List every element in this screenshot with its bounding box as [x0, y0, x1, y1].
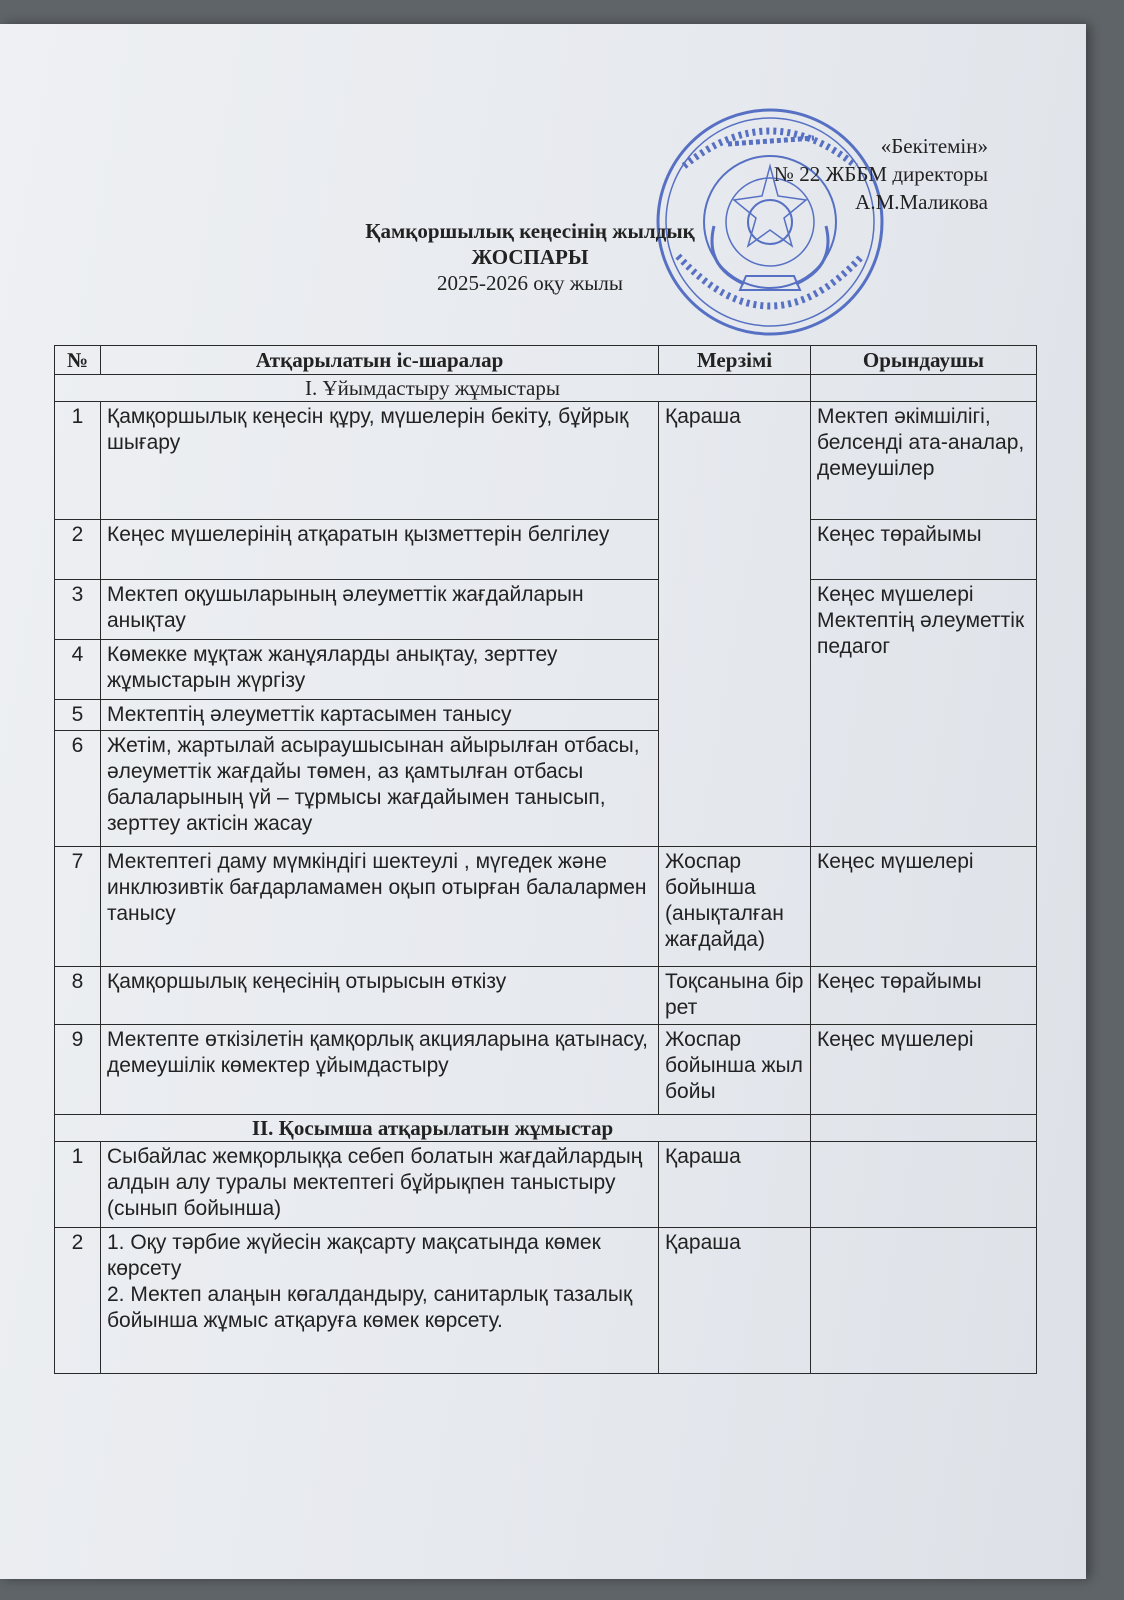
row-activity: Қамқоршылық кеңесінің отырысын өткізу: [101, 967, 659, 1025]
row-responsible: Мектеп әкімшілігі, белсенді ата-аналар, демеушілер: [811, 402, 1037, 520]
approval-heading: «Бекітемін»: [880, 134, 988, 158]
row-deadline: Қараша: [659, 1142, 811, 1228]
row-activity: Сыбайлас жемқорлыққа себеп болатын жағдайлардың алдын алу туралы мектептегі бұйрықпен таныстыру (сынып бойынша): [101, 1142, 659, 1228]
section-title: І. Ұйымдастыру жұмыстары: [55, 375, 811, 402]
row-number: 1: [55, 402, 101, 520]
row-deadline: Қараша: [659, 402, 811, 847]
table-row: [55, 1228, 1037, 1374]
row-activity: Кеңес мүшелерінің атқаратын қызметтерін белгілеу: [101, 520, 659, 580]
title-line-1: Қамқоршылық кеңесінің жылдық: [365, 219, 695, 243]
row-activity: Мектепте өткізілетін қамқорлық акцияларына қатынасу, демеушілік көмектер ұйымдастыру: [101, 1025, 659, 1115]
table-row: [55, 580, 1037, 640]
row-number: 1: [55, 1142, 101, 1228]
section-empty-cell: [811, 375, 1037, 402]
row-number: 4: [55, 640, 101, 700]
approval-block: [774, 132, 988, 216]
header-number: №: [55, 346, 101, 375]
section-empty-cell: [811, 1115, 1037, 1142]
row-responsible: Кеңес мүшелері Мектептің әлеуметтік педагог: [811, 580, 1037, 847]
table-row: [55, 520, 1037, 580]
table-row: [55, 967, 1037, 1025]
row-responsible: Кеңес мүшелері: [811, 1025, 1037, 1115]
row-activity: Мектептегі даму мүмкіндігі шектеулі , мүгедек және инклюзивтік бағдарламамен оқып отырған балалармен танысу: [101, 847, 659, 967]
row-number: 5: [55, 700, 101, 731]
approval-director-name: А.М.Маликова: [855, 190, 988, 214]
table-row: [55, 402, 1037, 520]
row-deadline: Жоспар бойынша (анықталған жағдайда): [659, 847, 811, 967]
row-activity: Көмекке мұқтаж жанұяларды анықтау, зерттеу жұмыстарын жүргізу: [101, 640, 659, 700]
approval-position: № 22 ЖББМ директоры: [773, 162, 988, 186]
document-page: [0, 24, 1086, 1579]
row-number: 3: [55, 580, 101, 640]
row-number: 2: [55, 520, 101, 580]
header-activity: Атқарылатын іс-шаралар: [101, 346, 659, 375]
section-row: [55, 375, 1037, 402]
section-row: [55, 1115, 1037, 1142]
row-deadline: Тоқсанына бір рет: [659, 967, 811, 1025]
row-activity: 1. Оқу тәрбие жүйесін жақсарту мақсатында көмек көрсету 2. Мектеп алаңын көгалдандыру, санитарлық тазалық бойынша жұмыс атқаруға көмек көрсету.: [101, 1228, 659, 1374]
document-title: [250, 218, 810, 296]
header-responsible: Орындаушы: [811, 346, 1037, 375]
row-responsible: Кеңес мүшелері: [811, 847, 1037, 967]
row-responsible: [811, 1228, 1037, 1374]
table-row: [55, 1025, 1037, 1115]
row-deadline: Қараша: [659, 1228, 811, 1374]
row-responsible: [811, 1142, 1037, 1228]
plan-table: [54, 345, 1037, 1374]
row-number: 9: [55, 1025, 101, 1115]
row-number: 6: [55, 731, 101, 847]
row-number: 8: [55, 967, 101, 1025]
row-activity: Жетім, жартылай асыраушысынан айырылған отбасы, әлеуметтік жағдайы төмен, аз қамтылған отбасы балаларының үй – тұрмысы жағдайымен танысып, зерттеу актісін жасау: [101, 731, 659, 847]
row-number: 7: [55, 847, 101, 967]
section-title: ІІ. Қосымша атқарылатын жұмыстар: [55, 1115, 811, 1142]
row-activity: Қамқоршылық кеңесін құру, мүшелерін бекіту, бұйрық шығару: [101, 402, 659, 520]
row-responsible: Кеңес төрайымы: [811, 520, 1037, 580]
row-activity: Мектеп оқушыларының әлеуметтік жағдайларын анықтау: [101, 580, 659, 640]
header-deadline: Мерзімі: [659, 346, 811, 375]
title-year: 2025-2026 оқу жылы: [437, 271, 623, 295]
table-row: [55, 1142, 1037, 1228]
title-line-2: ЖОСПАРЫ: [471, 245, 589, 269]
table-row: [55, 847, 1037, 967]
row-responsible: Кеңес төрайымы: [811, 967, 1037, 1025]
row-deadline: Жоспар бойынша жыл бойы: [659, 1025, 811, 1115]
row-activity: Мектептің әлеуметтік картасымен танысу: [101, 700, 659, 731]
row-number: 2: [55, 1228, 101, 1374]
table-header-row: [55, 346, 1037, 375]
